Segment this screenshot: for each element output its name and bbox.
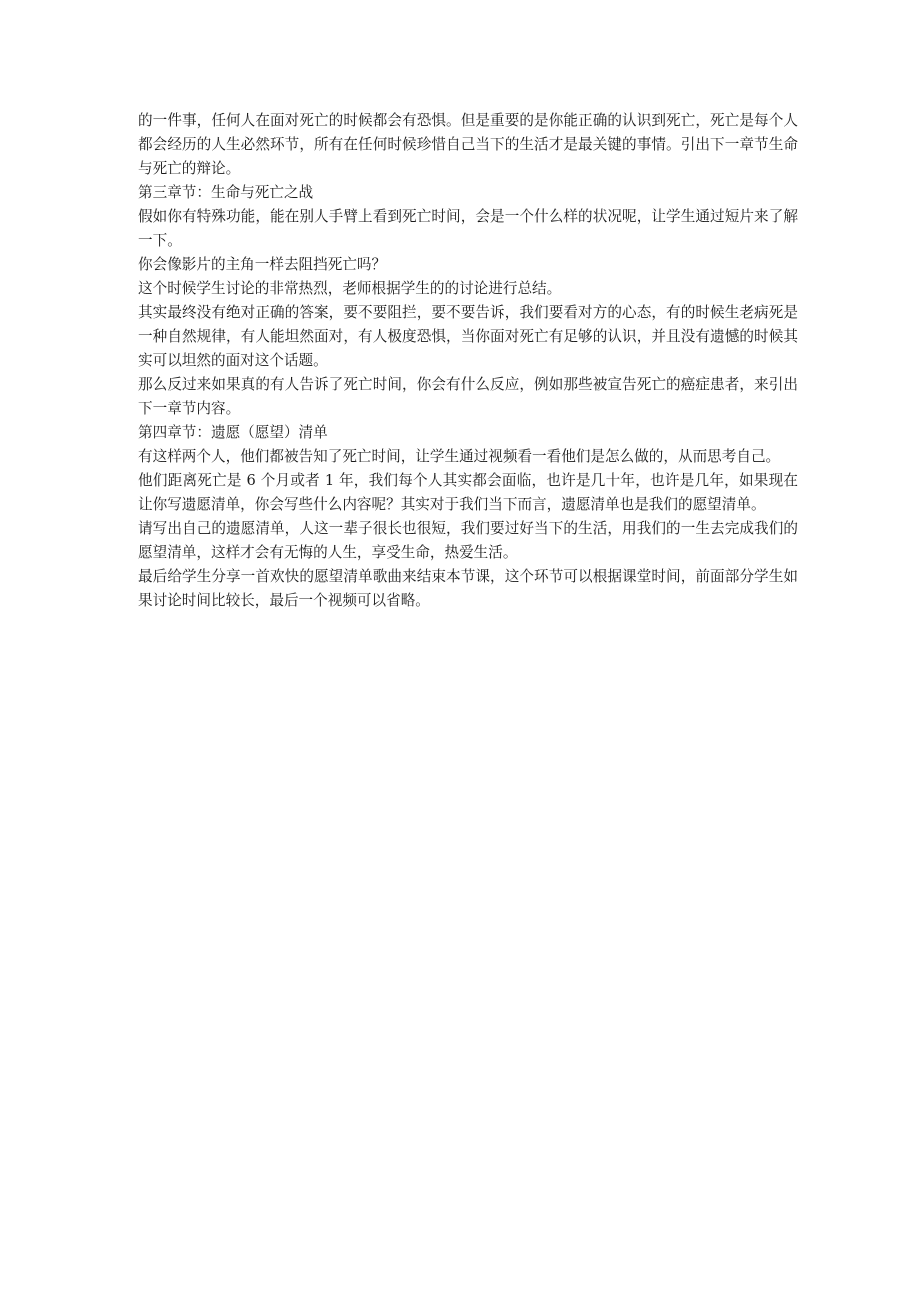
document-body [138,109,798,613]
paragraph: 假如你有特殊功能，能在别人手臂上看到死亡时间，会是一个什么样的状况呢，让学生通过短片来了解一下。 [138,208,798,249]
section-heading-chapter-4: 第四章节：遗愿（愿望）清单 [138,424,328,441]
paragraph: 那么反过来如果真的有人告诉了死亡时间，你会有什么反应，例如那些被宣告死亡的癌症患者，来引出下一章节内容。 [138,376,798,417]
paragraph: 请写出自己的遗愿清单，人这一辈子很长也很短，我们要过好当下的生活，用我们的一生去完成我们的愿望清单，这样才会有无悔的人生，享受生命，热爱生活。 [138,520,798,561]
paragraph: 你会像影片的主角一样去阻挡死亡吗？ [138,256,387,273]
section-heading-chapter-3: 第三章节：生命与死亡之战 [138,184,314,201]
paragraph-continuation: 的一件事，任何人在面对死亡的时候都会有恐惧。但是重要的是你能正确的认识到死亡，死亡是每个人都会经历的人生必然环节，所有在任何时候珍惜自己当下的生活才是最关键的事情。引出下一章节生命与死亡的辩论。 [138,112,798,177]
paragraph: 最后给学生分享一首欢快的愿望清单歌曲来结束本节课，这个环节可以根据课堂时间，前面部分学生如果讨论时间比较长，最后一个视频可以省略。 [138,568,798,609]
paragraph: 这个时候学生讨论的非常热烈，老师根据学生的的讨论进行总结。 [138,280,562,297]
paragraph: 其实最终没有绝对正确的答案，要不要阻拦，要不要告诉，我们要看对方的心态，有的时候生老病死是一种自然规律，有人能坦然面对，有人极度恐惧，当你面对死亡有足够的认识，并且没有遗憾的时候其实可以坦然的面对这个话题。 [138,304,798,369]
paragraph: 他们距离死亡是 6 个月或者 1 年，我们每个人其实都会面临，也许是几十年，也许是几年，如果现在让你写遗愿清单，你会写些什么内容呢？其实对于我们当下而言，遗愿清单也是我们的愿望清单。 [138,472,798,513]
paragraph: 有这样两个人，他们都被告知了死亡时间，让学生通过视频看一看他们是怎么做的，从而思考自己。 [138,448,781,465]
